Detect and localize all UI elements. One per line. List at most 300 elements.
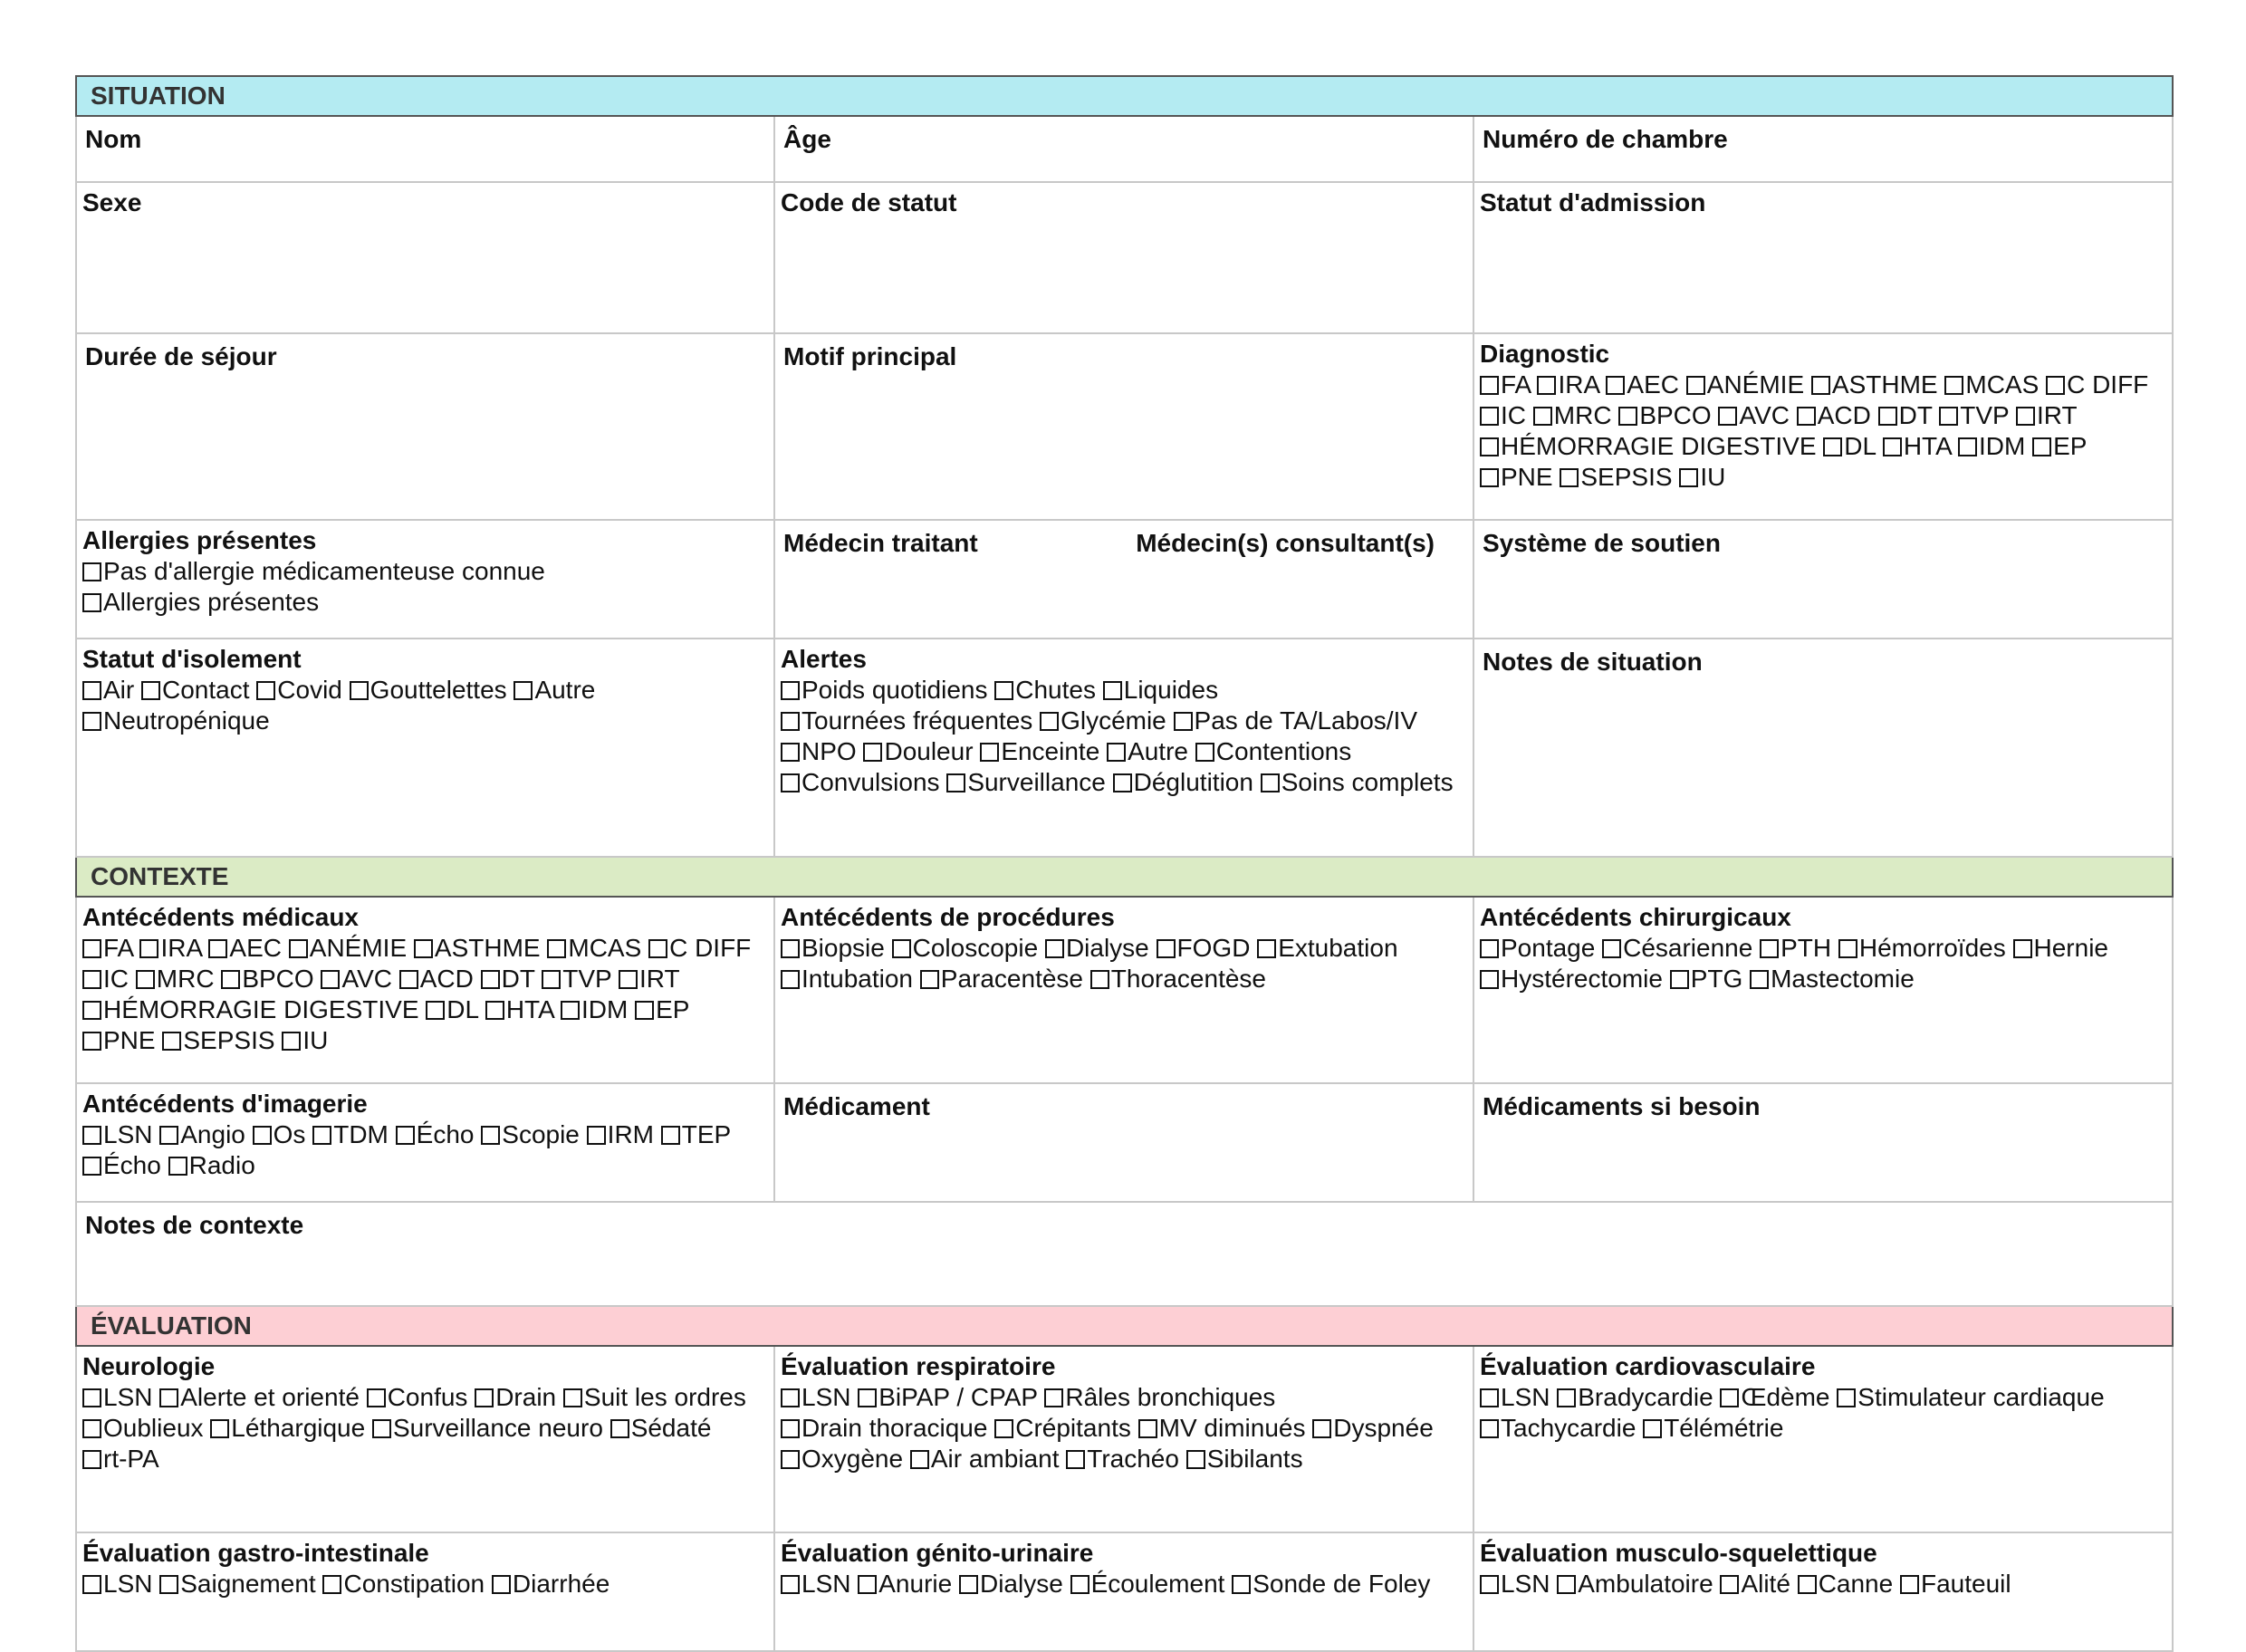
checkbox-option[interactable] (2013, 934, 2108, 962)
checkbox-option[interactable] (159, 1570, 315, 1598)
checkbox-icon[interactable] (1195, 743, 1214, 762)
checkbox-option[interactable] (82, 1570, 152, 1598)
checkbox-icon[interactable] (1750, 970, 1769, 989)
checkbox-option[interactable] (635, 995, 689, 1023)
checkbox-icon[interactable] (542, 970, 561, 989)
checkbox-icon[interactable] (2032, 437, 2051, 456)
checkbox-option[interactable] (1044, 1383, 1275, 1411)
checkbox-option[interactable] (1718, 401, 1790, 429)
checkbox-option[interactable] (781, 965, 913, 993)
checkbox-icon[interactable] (1257, 939, 1276, 958)
checkbox-option[interactable] (253, 1120, 306, 1148)
cell-sexe[interactable] (76, 182, 774, 333)
checkbox-icon[interactable] (920, 970, 939, 989)
checkbox-option[interactable] (82, 1445, 159, 1473)
checkbox-option[interactable] (312, 1120, 389, 1148)
checkbox-option[interactable] (959, 1570, 1063, 1598)
checkbox-icon[interactable] (82, 1388, 101, 1407)
checkbox-icon[interactable] (1090, 970, 1109, 989)
checkbox-icon[interactable] (1103, 681, 1122, 700)
checkbox-icon[interactable] (1138, 1419, 1157, 1438)
checkbox-option[interactable] (1720, 1383, 1829, 1411)
checkbox-option[interactable] (1811, 370, 1938, 399)
checkbox-option[interactable] (1883, 432, 1951, 460)
cell-antecedents-procedures[interactable] (774, 897, 1473, 1083)
checkbox-icon[interactable] (1811, 376, 1830, 395)
checkbox-option[interactable] (1900, 1570, 2011, 1598)
checkbox-icon[interactable] (82, 1126, 101, 1145)
checkbox-option[interactable] (1480, 401, 1526, 429)
checkbox-option[interactable] (1606, 370, 1679, 399)
checkbox-icon[interactable] (159, 1126, 178, 1145)
checkbox-icon[interactable] (372, 1419, 391, 1438)
checkbox-option[interactable] (1113, 768, 1253, 796)
checkbox-option[interactable] (2016, 401, 2077, 429)
checkbox-option[interactable] (1232, 1570, 1430, 1598)
checkbox-icon[interactable] (312, 1126, 331, 1145)
checkbox-option[interactable] (1480, 934, 1595, 962)
checkbox-option[interactable] (1679, 463, 1725, 491)
checkbox-option[interactable] (561, 995, 628, 1023)
checkbox-option[interactable] (492, 1570, 609, 1598)
checkbox-icon[interactable] (1823, 437, 1842, 456)
checkbox-option[interactable] (1686, 370, 1804, 399)
checkbox-icon[interactable] (1900, 1575, 1919, 1594)
checkbox-icon[interactable] (322, 1575, 341, 1594)
checkbox-icon[interactable] (1480, 437, 1499, 456)
checkbox-icon[interactable] (781, 681, 800, 700)
checkbox-icon[interactable] (492, 1575, 511, 1594)
checkbox-option[interactable] (82, 1383, 152, 1411)
checkbox-option[interactable] (910, 1445, 1060, 1473)
checkbox-icon[interactable] (1720, 1388, 1739, 1407)
checkbox-icon[interactable] (168, 1157, 187, 1176)
cell-code-statut[interactable] (774, 182, 1473, 333)
checkbox-option[interactable] (159, 1383, 360, 1411)
checkbox-icon[interactable] (619, 970, 638, 989)
checkbox-option[interactable] (946, 768, 1106, 796)
checkbox-icon[interactable] (1760, 939, 1779, 958)
cell-motif[interactable] (774, 333, 1473, 520)
checkbox-icon[interactable] (256, 681, 275, 700)
checkbox-icon[interactable] (1261, 773, 1280, 792)
checkbox-option[interactable] (563, 1383, 746, 1411)
checkbox-icon[interactable] (1643, 1419, 1662, 1438)
checkbox-option[interactable] (587, 1120, 654, 1148)
checkbox-option[interactable] (159, 1120, 245, 1148)
checkbox-icon[interactable] (994, 681, 1013, 700)
cell-medicament[interactable] (774, 1083, 1473, 1202)
checkbox-icon[interactable] (426, 1001, 445, 1020)
checkbox-icon[interactable] (399, 970, 418, 989)
checkbox-icon[interactable] (561, 1001, 580, 1020)
checkbox-icon[interactable] (1480, 407, 1499, 426)
checkbox-icon[interactable] (1537, 376, 1556, 395)
checkbox-option[interactable] (82, 995, 419, 1023)
checkbox-option[interactable] (1537, 370, 1598, 399)
checkbox-icon[interactable] (1480, 1575, 1499, 1594)
checkbox-icon[interactable] (1939, 407, 1958, 426)
checkbox-option[interactable] (514, 676, 595, 704)
checkbox-icon[interactable] (162, 1032, 181, 1051)
checkbox-option[interactable] (82, 965, 129, 993)
checkbox-icon[interactable] (781, 1450, 800, 1469)
checkbox-icon[interactable] (1557, 1575, 1576, 1594)
checkbox-option[interactable] (475, 1383, 556, 1411)
checkbox-option[interactable] (1107, 737, 1188, 765)
checkbox-icon[interactable] (1560, 468, 1579, 487)
cell-diagnostic[interactable] (1473, 333, 2173, 520)
cell-chambre[interactable] (1473, 116, 2173, 182)
checkbox-icon[interactable] (481, 1126, 500, 1145)
checkbox-option[interactable] (82, 706, 270, 735)
checkbox-icon[interactable] (1044, 1388, 1063, 1407)
checkbox-option[interactable] (858, 1383, 1037, 1411)
checkbox-icon[interactable] (648, 939, 667, 958)
checkbox-icon[interactable] (858, 1388, 877, 1407)
checkbox-icon[interactable] (1670, 970, 1689, 989)
cell-notes-situation[interactable] (1473, 639, 2173, 857)
cell-antecedents-imagerie[interactable] (76, 1083, 774, 1202)
checkbox-icon[interactable] (514, 681, 533, 700)
checkbox-icon[interactable] (159, 1388, 178, 1407)
checkbox-icon[interactable] (1186, 1450, 1205, 1469)
checkbox-option[interactable] (372, 1414, 603, 1442)
checkbox-icon[interactable] (82, 562, 101, 581)
checkbox-icon[interactable] (221, 970, 240, 989)
checkbox-option[interactable] (82, 676, 134, 704)
checkbox-icon[interactable] (1066, 1450, 1085, 1469)
checkbox-option[interactable] (781, 934, 885, 962)
checkbox-icon[interactable] (1480, 939, 1499, 958)
checkbox-icon[interactable] (863, 743, 882, 762)
checkbox-icon[interactable] (959, 1575, 978, 1594)
checkbox-option[interactable] (481, 965, 535, 993)
checkbox-icon[interactable] (1718, 407, 1737, 426)
checkbox-option[interactable] (82, 1151, 161, 1179)
checkbox-option[interactable] (781, 737, 857, 765)
checkbox-option[interactable] (1760, 934, 1831, 962)
checkbox-option[interactable] (781, 676, 987, 704)
checkbox-icon[interactable] (587, 1126, 606, 1145)
checkbox-option[interactable] (1480, 965, 1663, 993)
checkbox-icon[interactable] (321, 970, 340, 989)
checkbox-option[interactable] (481, 1120, 580, 1148)
checkbox-icon[interactable] (1883, 437, 1902, 456)
checkbox-icon[interactable] (1070, 1575, 1089, 1594)
checkbox-option[interactable] (781, 706, 1032, 735)
checkbox-option[interactable] (1878, 401, 1933, 429)
checkbox-icon[interactable] (208, 939, 227, 958)
cell-isolement[interactable] (76, 639, 774, 857)
checkbox-option[interactable] (1480, 1570, 1550, 1598)
checkbox-icon[interactable] (1174, 712, 1193, 731)
checkbox-icon[interactable] (1557, 1388, 1576, 1407)
checkbox-icon[interactable] (547, 939, 566, 958)
cell-notes-contexte[interactable] (76, 1202, 2173, 1306)
checkbox-option[interactable] (1066, 1445, 1179, 1473)
checkbox-icon[interactable] (282, 1032, 301, 1051)
checkbox-option[interactable] (2032, 432, 2087, 460)
checkbox-option[interactable] (1257, 934, 1397, 962)
checkbox-icon[interactable] (82, 1419, 101, 1438)
checkbox-icon[interactable] (139, 939, 158, 958)
checkbox-icon[interactable] (661, 1126, 680, 1145)
checkbox-option[interactable] (350, 676, 507, 704)
cell-antecedents-medicaux[interactable] (76, 897, 774, 1083)
checkbox-icon[interactable] (350, 681, 369, 700)
checkbox-option[interactable] (863, 737, 973, 765)
checkbox-option[interactable] (1823, 432, 1876, 460)
checkbox-icon[interactable] (82, 712, 101, 731)
checkbox-icon[interactable] (414, 939, 433, 958)
checkbox-option[interactable] (321, 965, 392, 993)
checkbox-option[interactable] (414, 934, 541, 962)
checkbox-icon[interactable] (1232, 1575, 1251, 1594)
checkbox-icon[interactable] (610, 1419, 629, 1438)
checkbox-option[interactable] (322, 1570, 485, 1598)
checkbox-option[interactable] (426, 995, 478, 1023)
checkbox-icon[interactable] (141, 681, 160, 700)
checkbox-option[interactable] (1720, 1570, 1790, 1598)
checkbox-option[interactable] (1480, 1383, 1550, 1411)
checkbox-option[interactable] (1837, 1383, 2104, 1411)
checkbox-option[interactable] (1557, 1570, 1713, 1598)
checkbox-icon[interactable] (635, 1001, 654, 1020)
checkbox-option[interactable] (1174, 706, 1417, 735)
checkbox-option[interactable] (1070, 1570, 1225, 1598)
checkbox-icon[interactable] (82, 939, 101, 958)
checkbox-option[interactable] (1798, 1570, 1894, 1598)
checkbox-option[interactable] (141, 676, 250, 704)
checkbox-option[interactable] (1533, 401, 1612, 429)
checkbox-icon[interactable] (781, 773, 800, 792)
checkbox-icon[interactable] (1480, 1388, 1499, 1407)
checkbox-icon[interactable] (485, 1001, 504, 1020)
checkbox-icon[interactable] (1878, 407, 1897, 426)
checkbox-option[interactable] (994, 1414, 1131, 1442)
checkbox-icon[interactable] (1480, 468, 1499, 487)
checkbox-icon[interactable] (781, 1575, 800, 1594)
checkbox-icon[interactable] (1602, 939, 1621, 958)
checkbox-icon[interactable] (1045, 939, 1064, 958)
cell-genito[interactable] (774, 1532, 1473, 1651)
checkbox-option[interactable] (980, 737, 1099, 765)
checkbox-icon[interactable] (1606, 376, 1625, 395)
checkbox-icon[interactable] (563, 1388, 582, 1407)
checkbox-option[interactable] (256, 676, 342, 704)
checkbox-option[interactable] (1560, 463, 1672, 491)
checkbox-option[interactable] (139, 934, 201, 962)
checkbox-option[interactable] (82, 588, 319, 616)
checkbox-icon[interactable] (82, 970, 101, 989)
checkbox-icon[interactable] (2013, 939, 2032, 958)
checkbox-option[interactable] (82, 557, 545, 585)
checkbox-option[interactable] (1195, 737, 1351, 765)
checkbox-option[interactable] (1157, 934, 1251, 962)
checkbox-icon[interactable] (253, 1126, 272, 1145)
checkbox-icon[interactable] (892, 939, 911, 958)
checkbox-option[interactable] (367, 1383, 468, 1411)
checkbox-icon[interactable] (289, 939, 308, 958)
checkbox-option[interactable] (619, 965, 679, 993)
checkbox-icon[interactable] (1107, 743, 1126, 762)
cell-statut-admission[interactable] (1473, 182, 2173, 333)
cell-nom[interactable] (76, 116, 774, 182)
cell-medecins[interactable] (774, 520, 1473, 639)
checkbox-option[interactable] (208, 934, 282, 962)
cell-allergies[interactable] (76, 520, 774, 639)
checkbox-option[interactable] (920, 965, 1083, 993)
checkbox-option[interactable] (1045, 934, 1149, 962)
checkbox-option[interactable] (1090, 965, 1266, 993)
checkbox-option[interactable] (858, 1570, 952, 1598)
checkbox-option[interactable] (399, 965, 474, 993)
checkbox-icon[interactable] (1837, 1388, 1856, 1407)
checkbox-option[interactable] (781, 1414, 987, 1442)
checkbox-icon[interactable] (367, 1388, 386, 1407)
checkbox-option[interactable] (1480, 1414, 1636, 1442)
checkbox-icon[interactable] (82, 1032, 101, 1051)
cell-alertes[interactable] (774, 639, 1473, 857)
checkbox-option[interactable] (1939, 401, 2009, 429)
checkbox-option[interactable] (1138, 1414, 1306, 1442)
checkbox-icon[interactable] (781, 743, 800, 762)
checkbox-icon[interactable] (82, 1575, 101, 1594)
checkbox-option[interactable] (1186, 1445, 1303, 1473)
checkbox-icon[interactable] (159, 1575, 178, 1594)
cell-duree-sejour[interactable] (76, 333, 774, 520)
checkbox-option[interactable] (1261, 768, 1454, 796)
checkbox-option[interactable] (396, 1120, 475, 1148)
checkbox-option[interactable] (1480, 432, 1817, 460)
checkbox-icon[interactable] (1533, 407, 1552, 426)
checkbox-option[interactable] (1618, 401, 1711, 429)
checkbox-icon[interactable] (1312, 1419, 1331, 1438)
checkbox-option[interactable] (2046, 370, 2148, 399)
checkbox-option[interactable] (661, 1120, 731, 1148)
checkbox-icon[interactable] (994, 1419, 1013, 1438)
checkbox-icon[interactable] (1618, 407, 1637, 426)
checkbox-option[interactable] (1838, 934, 2006, 962)
checkbox-option[interactable] (648, 934, 751, 962)
checkbox-icon[interactable] (1686, 376, 1705, 395)
checkbox-icon[interactable] (946, 773, 965, 792)
checkbox-option[interactable] (221, 965, 313, 993)
checkbox-option[interactable] (82, 934, 133, 962)
checkbox-icon[interactable] (1157, 939, 1176, 958)
cell-respiratoire[interactable] (774, 1346, 1473, 1532)
checkbox-option[interactable] (1670, 965, 1743, 993)
checkbox-option[interactable] (1040, 706, 1166, 735)
checkbox-icon[interactable] (1944, 376, 1963, 395)
cell-medicaments-si-besoin[interactable] (1473, 1083, 2173, 1202)
checkbox-icon[interactable] (781, 970, 800, 989)
checkbox-icon[interactable] (1958, 437, 1977, 456)
cell-musculo[interactable] (1473, 1532, 2173, 1651)
checkbox-option[interactable] (1643, 1414, 1783, 1442)
checkbox-icon[interactable] (82, 681, 101, 700)
cell-cardiovasculaire[interactable] (1473, 1346, 2173, 1532)
checkbox-icon[interactable] (781, 1419, 800, 1438)
checkbox-icon[interactable] (980, 743, 999, 762)
checkbox-option[interactable] (136, 965, 215, 993)
checkbox-option[interactable] (1480, 370, 1531, 399)
checkbox-option[interactable] (610, 1414, 712, 1442)
checkbox-option[interactable] (162, 1026, 274, 1054)
checkbox-icon[interactable] (1720, 1575, 1739, 1594)
checkbox-icon[interactable] (1838, 939, 1857, 958)
checkbox-option[interactable] (547, 934, 641, 962)
checkbox-icon[interactable] (781, 712, 800, 731)
checkbox-icon[interactable] (1040, 712, 1059, 731)
checkbox-icon[interactable] (1480, 970, 1499, 989)
checkbox-option[interactable] (781, 1383, 850, 1411)
checkbox-option[interactable] (781, 1445, 903, 1473)
checkbox-option[interactable] (994, 676, 1096, 704)
checkbox-option[interactable] (210, 1414, 365, 1442)
checkbox-icon[interactable] (1798, 1575, 1817, 1594)
checkbox-icon[interactable] (1797, 407, 1816, 426)
checkbox-option[interactable] (282, 1026, 328, 1054)
checkbox-option[interactable] (892, 934, 1039, 962)
checkbox-option[interactable] (781, 768, 940, 796)
checkbox-option[interactable] (1480, 463, 1553, 491)
checkbox-option[interactable] (1750, 965, 1915, 993)
checkbox-option[interactable] (82, 1120, 152, 1148)
checkbox-icon[interactable] (481, 970, 500, 989)
cell-age[interactable] (774, 116, 1473, 182)
checkbox-option[interactable] (82, 1414, 204, 1442)
checkbox-icon[interactable] (1480, 1419, 1499, 1438)
checkbox-option[interactable] (1958, 432, 2025, 460)
checkbox-icon[interactable] (910, 1450, 929, 1469)
checkbox-icon[interactable] (1480, 376, 1499, 395)
checkbox-icon[interactable] (82, 1450, 101, 1469)
checkbox-icon[interactable] (781, 939, 800, 958)
checkbox-icon[interactable] (136, 970, 155, 989)
checkbox-icon[interactable] (82, 1157, 101, 1176)
checkbox-icon[interactable] (1679, 468, 1698, 487)
checkbox-icon[interactable] (82, 593, 101, 612)
checkbox-option[interactable] (289, 934, 407, 962)
checkbox-icon[interactable] (396, 1126, 415, 1145)
checkbox-option[interactable] (542, 965, 611, 993)
cell-neurologie[interactable] (76, 1346, 774, 1532)
checkbox-option[interactable] (1602, 934, 1752, 962)
checkbox-icon[interactable] (781, 1388, 800, 1407)
checkbox-icon[interactable] (1113, 773, 1132, 792)
checkbox-option[interactable] (82, 1026, 156, 1054)
checkbox-option[interactable] (485, 995, 553, 1023)
checkbox-icon[interactable] (2046, 376, 2065, 395)
checkbox-option[interactable] (781, 1570, 850, 1598)
cell-antecedents-chirurgicaux[interactable] (1473, 897, 2173, 1083)
checkbox-icon[interactable] (475, 1388, 494, 1407)
checkbox-option[interactable] (1944, 370, 2039, 399)
checkbox-icon[interactable] (2016, 407, 2035, 426)
checkbox-option[interactable] (168, 1151, 255, 1179)
cell-gastro[interactable] (76, 1532, 774, 1651)
cell-systeme-soutien[interactable] (1473, 520, 2173, 639)
checkbox-option[interactable] (1797, 401, 1871, 429)
checkbox-option[interactable] (1557, 1383, 1713, 1411)
checkbox-icon[interactable] (858, 1575, 877, 1594)
checkbox-option[interactable] (1103, 676, 1218, 704)
checkbox-icon[interactable] (82, 1001, 101, 1020)
checkbox-icon[interactable] (210, 1419, 229, 1438)
checkbox-option[interactable] (1312, 1414, 1434, 1442)
